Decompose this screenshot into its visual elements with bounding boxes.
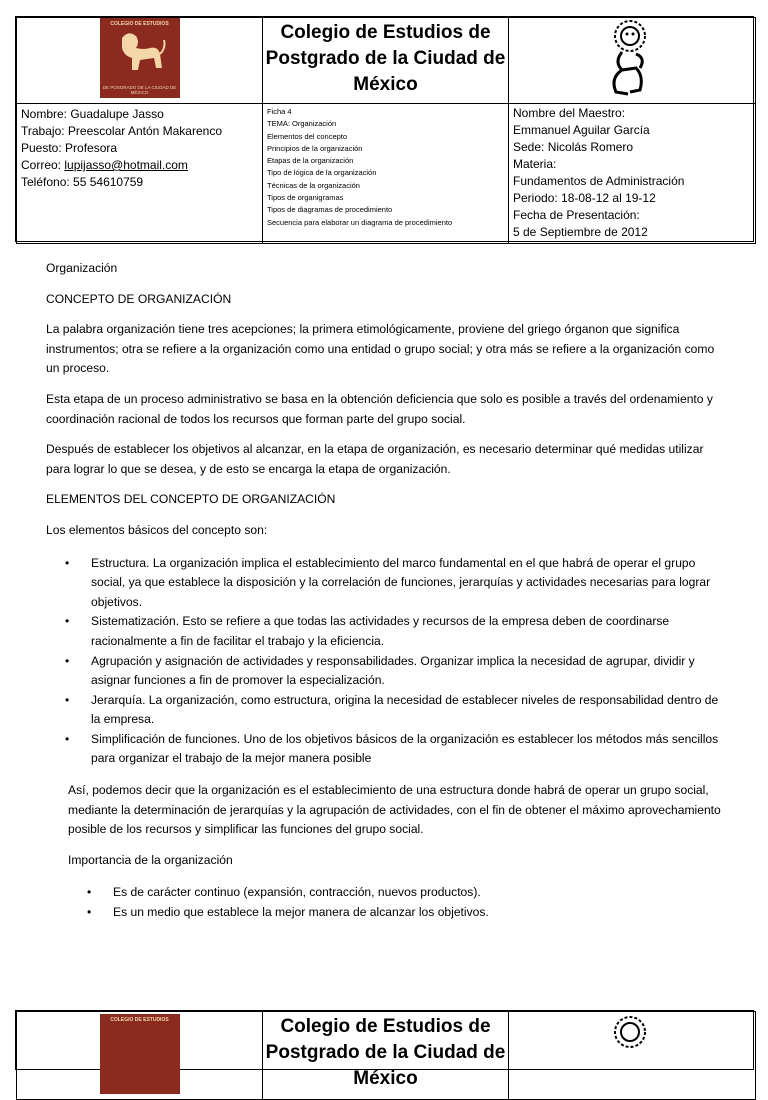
list-item: • Estructura. La organización implica el establecimiento del marco fundamental en el que habrá de operar el grupo social, ya que establece la disposición y la correlación de funciones, jerarquías y actividades necesarias para lograr objetivos.: [91, 554, 726, 613]
paragraph: Así, podemos decir que la organización es el establecimiento de una estructura donde habrá de operar un grupo social, mediante la determinación de jerarquías y la agrupación de actividades, con el fin de obtener el máximo aprovechamiento posible de los recursos y simplificar las funciones del grupo social.: [68, 783, 721, 837]
section-heading: Organización: [46, 261, 118, 275]
list-item: • Es de carácter continuo (expansión, contracción, nuevos productos).: [113, 883, 726, 903]
thinker-figure-icon: [600, 18, 664, 98]
teacher-info: Nombre del Maestro: Emmanuel Aguilar García Sede: Nicolás Romero Materia: Fundamentos de Administración Periodo: 18-08-12 al 19-12 Fecha de Presentación: 5 de Septiembre de 2012: [509, 104, 756, 244]
section-heading: Importancia de la organización: [68, 852, 233, 867]
student-phone: Teléfono: 55 54610759: [21, 175, 144, 189]
student-email: Correo: lupijasso@hotmail.com: [21, 158, 188, 172]
thinker-logo-cell: [509, 18, 756, 104]
importance-list: [46, 883, 726, 922]
section-heading: ELEMENTOS DEL CONCEPTO DE ORGANIZACIÓN: [46, 492, 336, 507]
header-table-page-2: [15, 1010, 754, 1089]
list-item: • Jerarquía. La organización, como estructura, origina la necesidad de establecer niveles de responsabilidad dentro de la empresa.: [91, 691, 726, 730]
college-title: Colegio de Estudios de Postgrado de la Ciudad de México: [263, 18, 509, 104]
ficha-topics: Ficha 4 TEMA: Organización Elementos del concepto Principios de la organización Etapas de la organización Tipo de lógica de la organización Técnicas de la organización Tipos de organigramas Tipos de diagramas de procedimiento Secuencia para elaborar un diagrama de procedimiento: [263, 104, 509, 244]
student-job: Trabajo: Preescolar Antón Makarenco: [21, 124, 222, 138]
elements-list: [46, 554, 726, 770]
student-position: Puesto: Profesora: [21, 141, 118, 155]
thinker-logo-cell: [509, 1012, 756, 1100]
paragraph: Los elementos básicos del concepto son:: [46, 522, 268, 537]
college-logo-cell: [17, 18, 263, 104]
paragraph: La palabra organización tiene tres acepciones; la primera etimológicamente, proviene del griego órganon que significa instrumentos; otra se refiere a la organización como una entidad o grupo social; y otra más se refiere a la organización como un proceso.: [46, 322, 715, 376]
college-logo-cell: [17, 1012, 263, 1100]
list-item: • Simplificación de funciones. Uno de los objetivos básicos de la organización es establecer los métodos más sencillos para organizar el trabajo de la mejor manera posible: [91, 730, 726, 769]
college-crest-logo: COLEGIO DE ESTUDIOS: [100, 1014, 180, 1094]
header-table: [15, 16, 754, 242]
college-title: Colegio de Estudios de Postgrado de la Ciudad de México: [263, 1012, 509, 1100]
student-info: [17, 104, 263, 244]
list-item: • Sistematización. Esto se refiere a que todas las actividades y recursos de la empresa deben de coordinarse racionalmente a fin de facilitar el trabajo y la eficiencia.: [91, 612, 726, 651]
college-crest-logo: COLEGIO DE ESTUDIOS DE POSGRADO DE LA CIUDAD DE MÉXICO: [100, 18, 180, 98]
section-heading: CONCEPTO DE ORGANIZACIÓN: [46, 291, 232, 306]
paragraph: Después de establecer los objetivos al alcanzar, en la etapa de organización, es necesario determinar qué medidas utilizar para lograr lo que se desea, y de esto se encarga la etapa de organización.: [46, 442, 704, 476]
student-name: Nombre: Guadalupe Jasso: [21, 107, 164, 121]
document-body: [46, 259, 726, 935]
paragraph: Esta etapa de un proceso administrativo se basa en la obtención deficiencia que solo es posible a través del ordenamiento y coordinación racional de todos los recursos que forman parte del grupo social.: [46, 391, 713, 426]
thinker-figure-icon: [600, 1014, 664, 1054]
email-link[interactable]: lupijasso@hotmail.com: [64, 158, 188, 172]
list-item: • Agrupación y asignación de actividades y responsabilidades. Organizar implica la necesidad de agrupar, dividir y asignar funciones a fin de promover la especialización.: [91, 652, 726, 691]
lion-icon: [110, 28, 170, 84]
list-item: • Es un medio que establece la mejor manera de alcanzar los objetivos.: [113, 903, 726, 923]
